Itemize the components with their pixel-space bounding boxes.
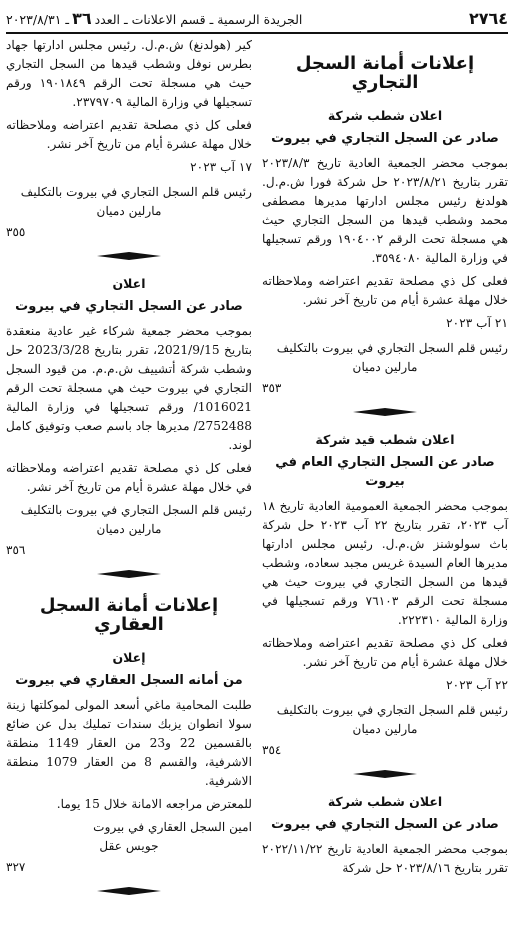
notice-signature: رئيس قلم السجل التجاري في بيروت بالتكليف [276, 341, 508, 355]
notice-objection: للمعترض مراجعه الامانة خلال 15 يوما. [56, 797, 252, 811]
notice-objection: فعلى كل ذي مصلحة تقديم اعتراضه وملاحظاته خلال مهلة عشرة أيام من تاريخ آخر نشر. [262, 274, 508, 307]
divider-ornament-icon [97, 887, 161, 895]
notice-ref: ٣٥٦ [6, 543, 26, 557]
notice-ref: ٣٥٣ [262, 381, 282, 395]
notice-body: طلبت المحامية ماغي أسعد المولى لموكلتها زينة سولا انطوان يزبك سندات تمليك بدل عن ضائع بالقسمين 22 و23 من العقار 1149 منطقة الاشرفية، والقسم 8 من العقار 1079 منطقة الاشرفية. [6, 698, 253, 788]
notice-heading: اعلان شطب قيد شركة [315, 432, 455, 447]
notice-signer: مارلين دميان [352, 722, 418, 736]
notice-issuer: صادر عن السجل التجاري العام في بيروت [275, 455, 495, 489]
notice-date: ٢١ آب ٢٠٢٣ [446, 316, 508, 330]
notice-signer: مارلين دميان [96, 522, 162, 536]
issue-number: ٣٦ [72, 8, 92, 28]
notice-signer: مارلين دميان [96, 204, 162, 218]
notice-issuer: صادر عن السجل التجاري في بيروت [271, 131, 499, 146]
notice-body: بموجب محضر جمعية شركاء غير عادية منعقدة بتاريخ 2021/9/15، تقرر بتاريخ 2023/3/28 حل وشطب شركة أتشييف ش.م.م. من قيود السجل التجاري في بيروت حيث هي مسجلة تحت الرقم 1016021/ ورقم تسجيلها في وزارة المالية 2752488/ مديرها جاد باسم صعب وتوفيق كامل لوند. [6, 324, 252, 452]
right-column [262, 36, 508, 882]
page-number: ٢٧٦٤ [468, 8, 508, 28]
notice-ref: ٣٢٧ [6, 860, 26, 874]
notice-body: كير (هولدنغ) ش.م.ل. رئيس مجلس ادارتها جهاد بطرس نوفل وشطب قيدها من السجل التجاري حيث هي مسجلة تحت الرقم ١٩٠١٨٤٩ ورقم تسجيلها في وزارة المالية ٢٣٧٩٧٠٩. [6, 38, 252, 109]
notice-date: ١٧ آب ٢٠٢٣ [190, 160, 252, 174]
notice-signer: جويس عقل [99, 839, 159, 853]
divider-ornament-icon [353, 408, 417, 416]
notice-354 [262, 430, 508, 760]
notice-issuer: صادر عن السجل التجاري في بيروت [271, 817, 499, 832]
notice-objection: فعلى كل ذي مصلحة تقديم اعتراضه وملاحظاته خلال مهلة عشرة أيام من تاريخ آخر نشر. [262, 636, 508, 669]
notice-objection: فعلى كل ذي مصلحة تقديم اعتراضه وملاحظاته في خلال مهلة عشرة أيام من تاريخ آخر نشر. [6, 461, 252, 494]
divider-ornament-icon [97, 252, 161, 260]
notice-continued [262, 792, 508, 878]
left-column [6, 36, 252, 909]
notice-body: بموجب محضر الجمعية العادية تاريخ ٢٠٢٢/١١/٢٢ تقرر بتاريخ ٢٠٢٣/٨/١٦ حل شركة [262, 842, 508, 875]
notice-signature: رئيس قلم السجل التجاري في بيروت بالتكليف [276, 703, 508, 717]
section-divider [262, 770, 508, 778]
notice-heading: اعلان [112, 276, 146, 291]
notice-issuer: صادر عن السجل التجاري في بيروت [15, 299, 243, 314]
notice-signature: رئيس قلم السجل التجاري في بيروت بالتكليف [20, 503, 252, 517]
notice-body: بموجب محضر الجمعية العادية تاريخ ٢٠٢٣/٨/٣ تقرر بتاريخ ٢٠٢٣/٨/٢١ حل شركة فورا ش.م.ل. هولدنغ رئيس مجلس ادارتها مديرها مصطفى محمد وشطب قيدها من السجل التجاري حيث هي مسجلة تحت الرقم ١٩٠٤٠٠٢ ورقم تسجيلها في وزارة المالية ٣٥٩٤٠٨٠. [262, 156, 509, 265]
notice-355 [6, 36, 252, 242]
notice-body: بموجب محضر الجمعية العمومية العادية تاريخ ١٨ آب ٢٠٢٣، تقرر بتاريخ ٢٢ آب ٢٠٢٣ حل شركة باث سولوشنز ش.م.ل. رئيس مجلس ادارتها مديرها العام السيدة غريس مجبد سعاده، وشطب قيدها من السجل التجاري في بيروت حيث هي مسجلة تحت الرقم ٧٦١٠٣ ورقم تسجيلها في وزارة المالية ٢٢٢٣١٠. [262, 499, 508, 627]
section-divider [6, 252, 252, 260]
notice-ref: ٣٥٥ [6, 225, 26, 239]
section-divider [262, 408, 508, 416]
section-divider [6, 570, 252, 578]
notice-signer: مارلين دميان [352, 360, 418, 374]
notice-signature: امين السجل العقاري في بيروت [93, 820, 252, 834]
notice-objection: فعلى كل ذي مصلحة تقديم اعتراضه وملاحظاته خلال مهلة عشرة أيام من تاريخ آخر نشر. [6, 118, 252, 151]
notice-heading: اعلان شطب شركة [327, 794, 443, 809]
notice-issuer: من أمانه السجل العقاري في بيروت [15, 673, 243, 688]
running-prefix: الجريدة الرسمية ـ قسم الاعلانات ـ العدد [94, 11, 303, 27]
section-title-commercial: إعلانات أمانة السجل التجاري [295, 53, 475, 93]
running-suffix: ـ ٢٠٢٣/٨/٣١ [6, 11, 70, 27]
divider-ornament-icon [353, 770, 417, 778]
section-divider [6, 887, 252, 895]
section-title-real-estate: إعلانات أمانة السجل العقاري [39, 595, 219, 635]
notice-ref: ٣٥٤ [262, 743, 282, 757]
notice-353 [262, 106, 508, 398]
notice-date: ٢٢ آب ٢٠٢٣ [446, 678, 508, 692]
notice-signature: رئيس قلم السجل التجاري في بيروت بالتكليف [20, 185, 252, 199]
notice-heading: إعلان [112, 650, 146, 665]
notice-327 [6, 648, 252, 877]
page-header [6, 4, 508, 34]
running-header [6, 9, 302, 28]
notice-heading: اعلان شطب شركة [327, 108, 443, 123]
divider-ornament-icon [97, 570, 161, 578]
notice-356 [6, 274, 252, 560]
